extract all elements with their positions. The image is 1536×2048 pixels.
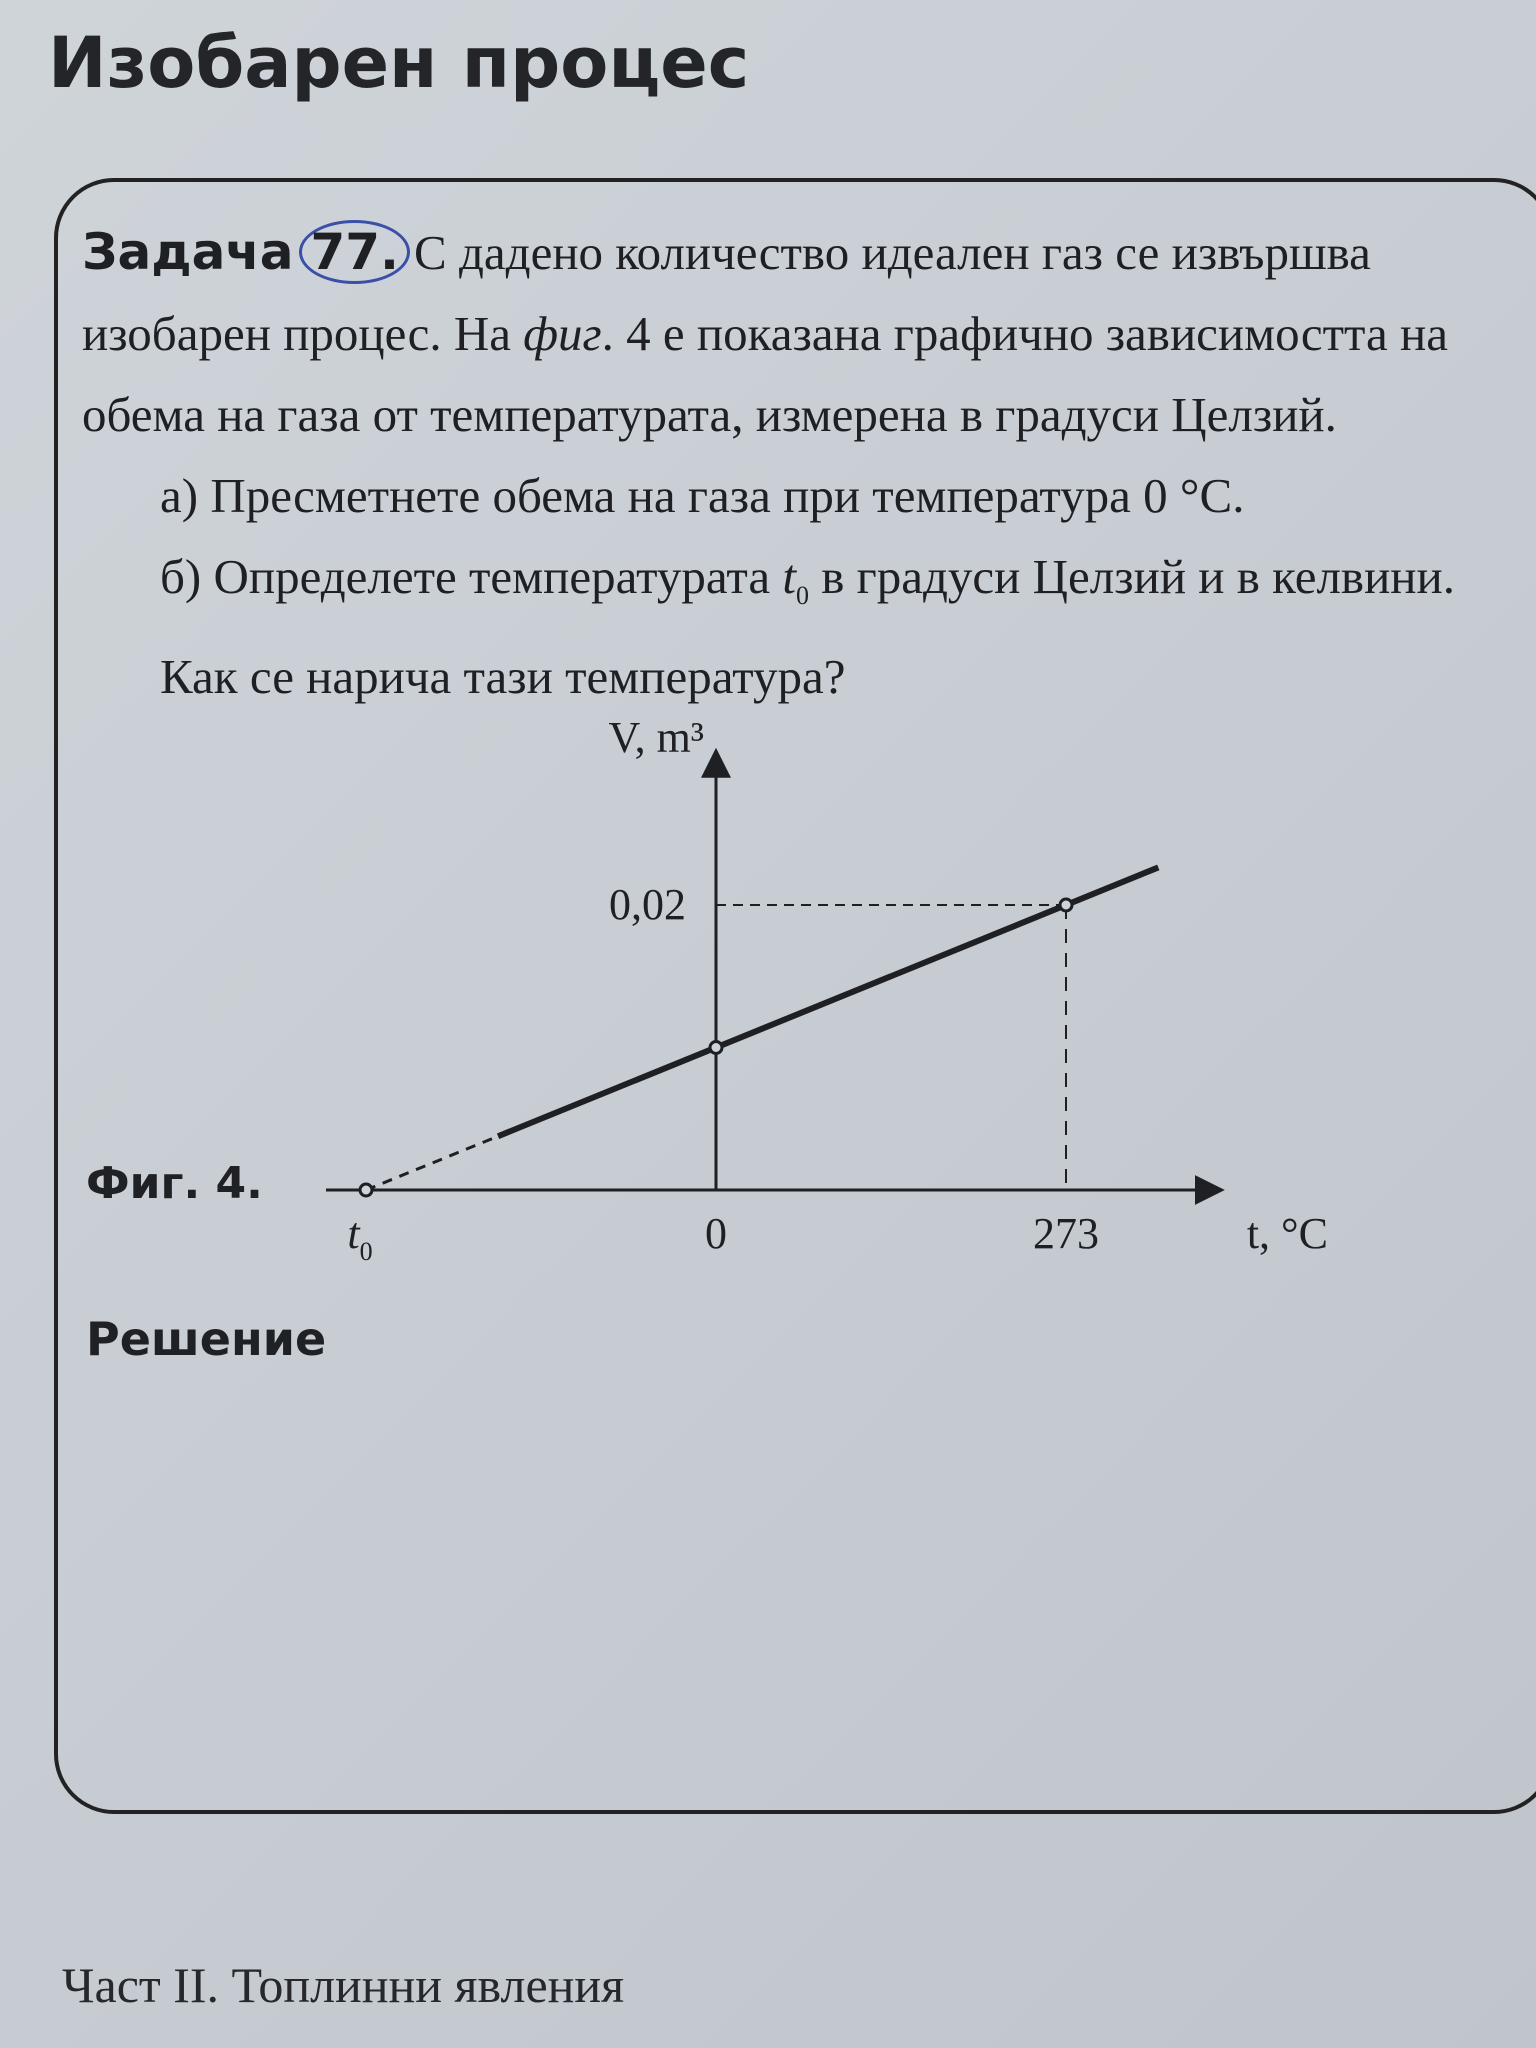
problem-number: 77. [299,220,410,284]
figure-label: Фиг. 4. [86,1158,263,1209]
y-tick-label: 0,02 [609,880,686,929]
part-b-text-1: б) Определете температурата [160,549,783,604]
intro-part-2: . 4 е показана графично зависимостта на обема на газа от температурата, измерена в градуси Целзий. [82,306,1449,442]
solution-label: Решение [86,1312,327,1366]
intro-fig-ref: фиг [523,306,602,361]
part-b-sub: 0 [796,580,810,610]
x-axis-label: t, °C [1246,1209,1328,1258]
intro-part-1: С дадено количество идеален газ се извършва изобарен процес. На [82,225,1371,361]
data-point-0 [360,1184,372,1196]
data-point-1 [710,1042,722,1054]
part-b-var: t [782,549,797,604]
extrapolation-dashed-line [366,1136,498,1190]
part-a: а) Пресметнете обема на газа при температура 0 °С. [160,468,1245,523]
page-heading: Изобарен процес [48,22,750,104]
data-point-2 [1060,899,1072,911]
page-footer: Част II. Топлинни явления [62,1957,625,2013]
x-tick-label-t0: $t_0$ [347,1209,373,1266]
x-tick-label-273: 273 [1033,1209,1099,1258]
x-tick-label-zero: 0 [705,1209,727,1258]
part-b-text-2: в градуси Целзий и в келвини. Как се нарича тази температура? [160,549,1455,704]
problem-label: Задача [82,223,294,281]
y-axis-label: V, m³ [608,712,704,762]
